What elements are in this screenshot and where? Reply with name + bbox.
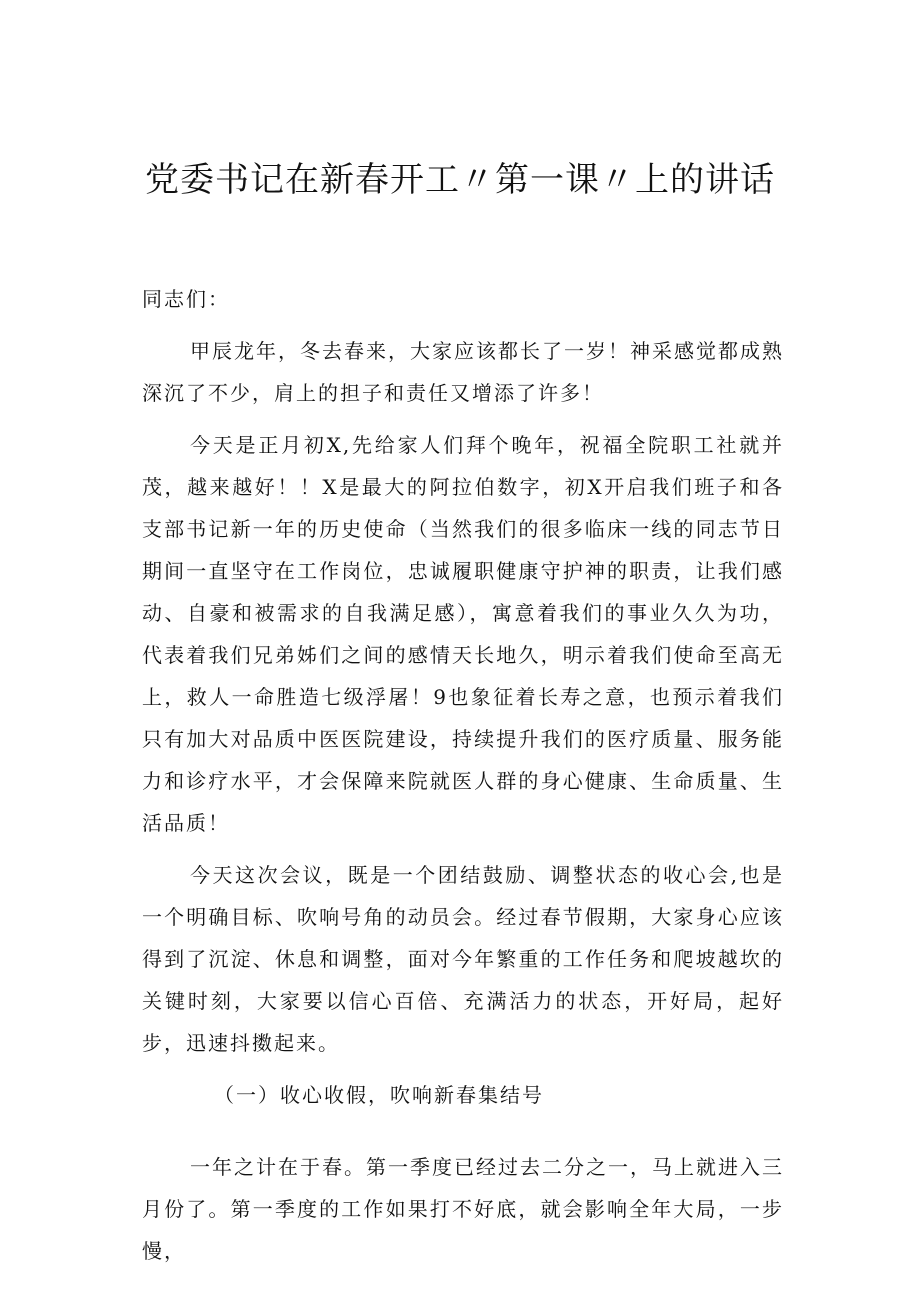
paragraph-greetings: 今天是正月初X,先给家人们拜个晚年，祝福全院职工社就并茂，越来越好！！X是最大的阿拉伯数字，初X开启我们班子和各支部书记新一年的历史使命（当然我们的很多临床一线的同志节日期间一直坚守在工作岗位，忠诚履职健康守护神的职责，让我们感动、自豪和被需求的自我满足感），寓意着我们的事业久久为功，代表着我们兄弟姊们之间的感情天长地久，明示着我们使命至高无上，救人一命胜造七级浮屠！9也象征着长寿之意，也预示着我们只有加大对品质中医医院建设，持续提升我们的医疗质量、服务能力和诊疗水平，才会保障来院就医人群的身心健康、生命质量、生活品质！	[142, 433, 784, 835]
document-body	[142, 278, 784, 1272]
paragraph-new-year: 甲辰龙年，冬去春来，大家应该都长了一岁！神采感觉都成熟深沉了不少，肩上的担子和责任又增添了许多！	[142, 339, 784, 405]
greeting-line: 同志们：	[142, 287, 230, 311]
document-title: 党委书记在新春开工〃第一课〃上的讲话	[145, 160, 775, 200]
section-heading: （一）收心收假，吹响新春集结号	[214, 1083, 544, 1107]
paragraph-first-quarter: 一年之计在于春。第一季度已经过去二分之一，马上就进入三月份了。第一季度的工作如果打不好底，就会影响全年大局，一步慢，	[142, 1155, 784, 1263]
paragraph-meeting: 今天这次会议，既是一个团结鼓励、调整状态的收心会,也是一个明确目标、吹响号角的动员会。经过春节假期，大家身心应该得到了沉淀、休息和调整，面对今年繁重的工作任务和爬坡越坎的关键时刻，大家要以信心百倍、充满活力的状态，开好局，起好步，迅速抖擞起来。	[142, 863, 784, 1055]
